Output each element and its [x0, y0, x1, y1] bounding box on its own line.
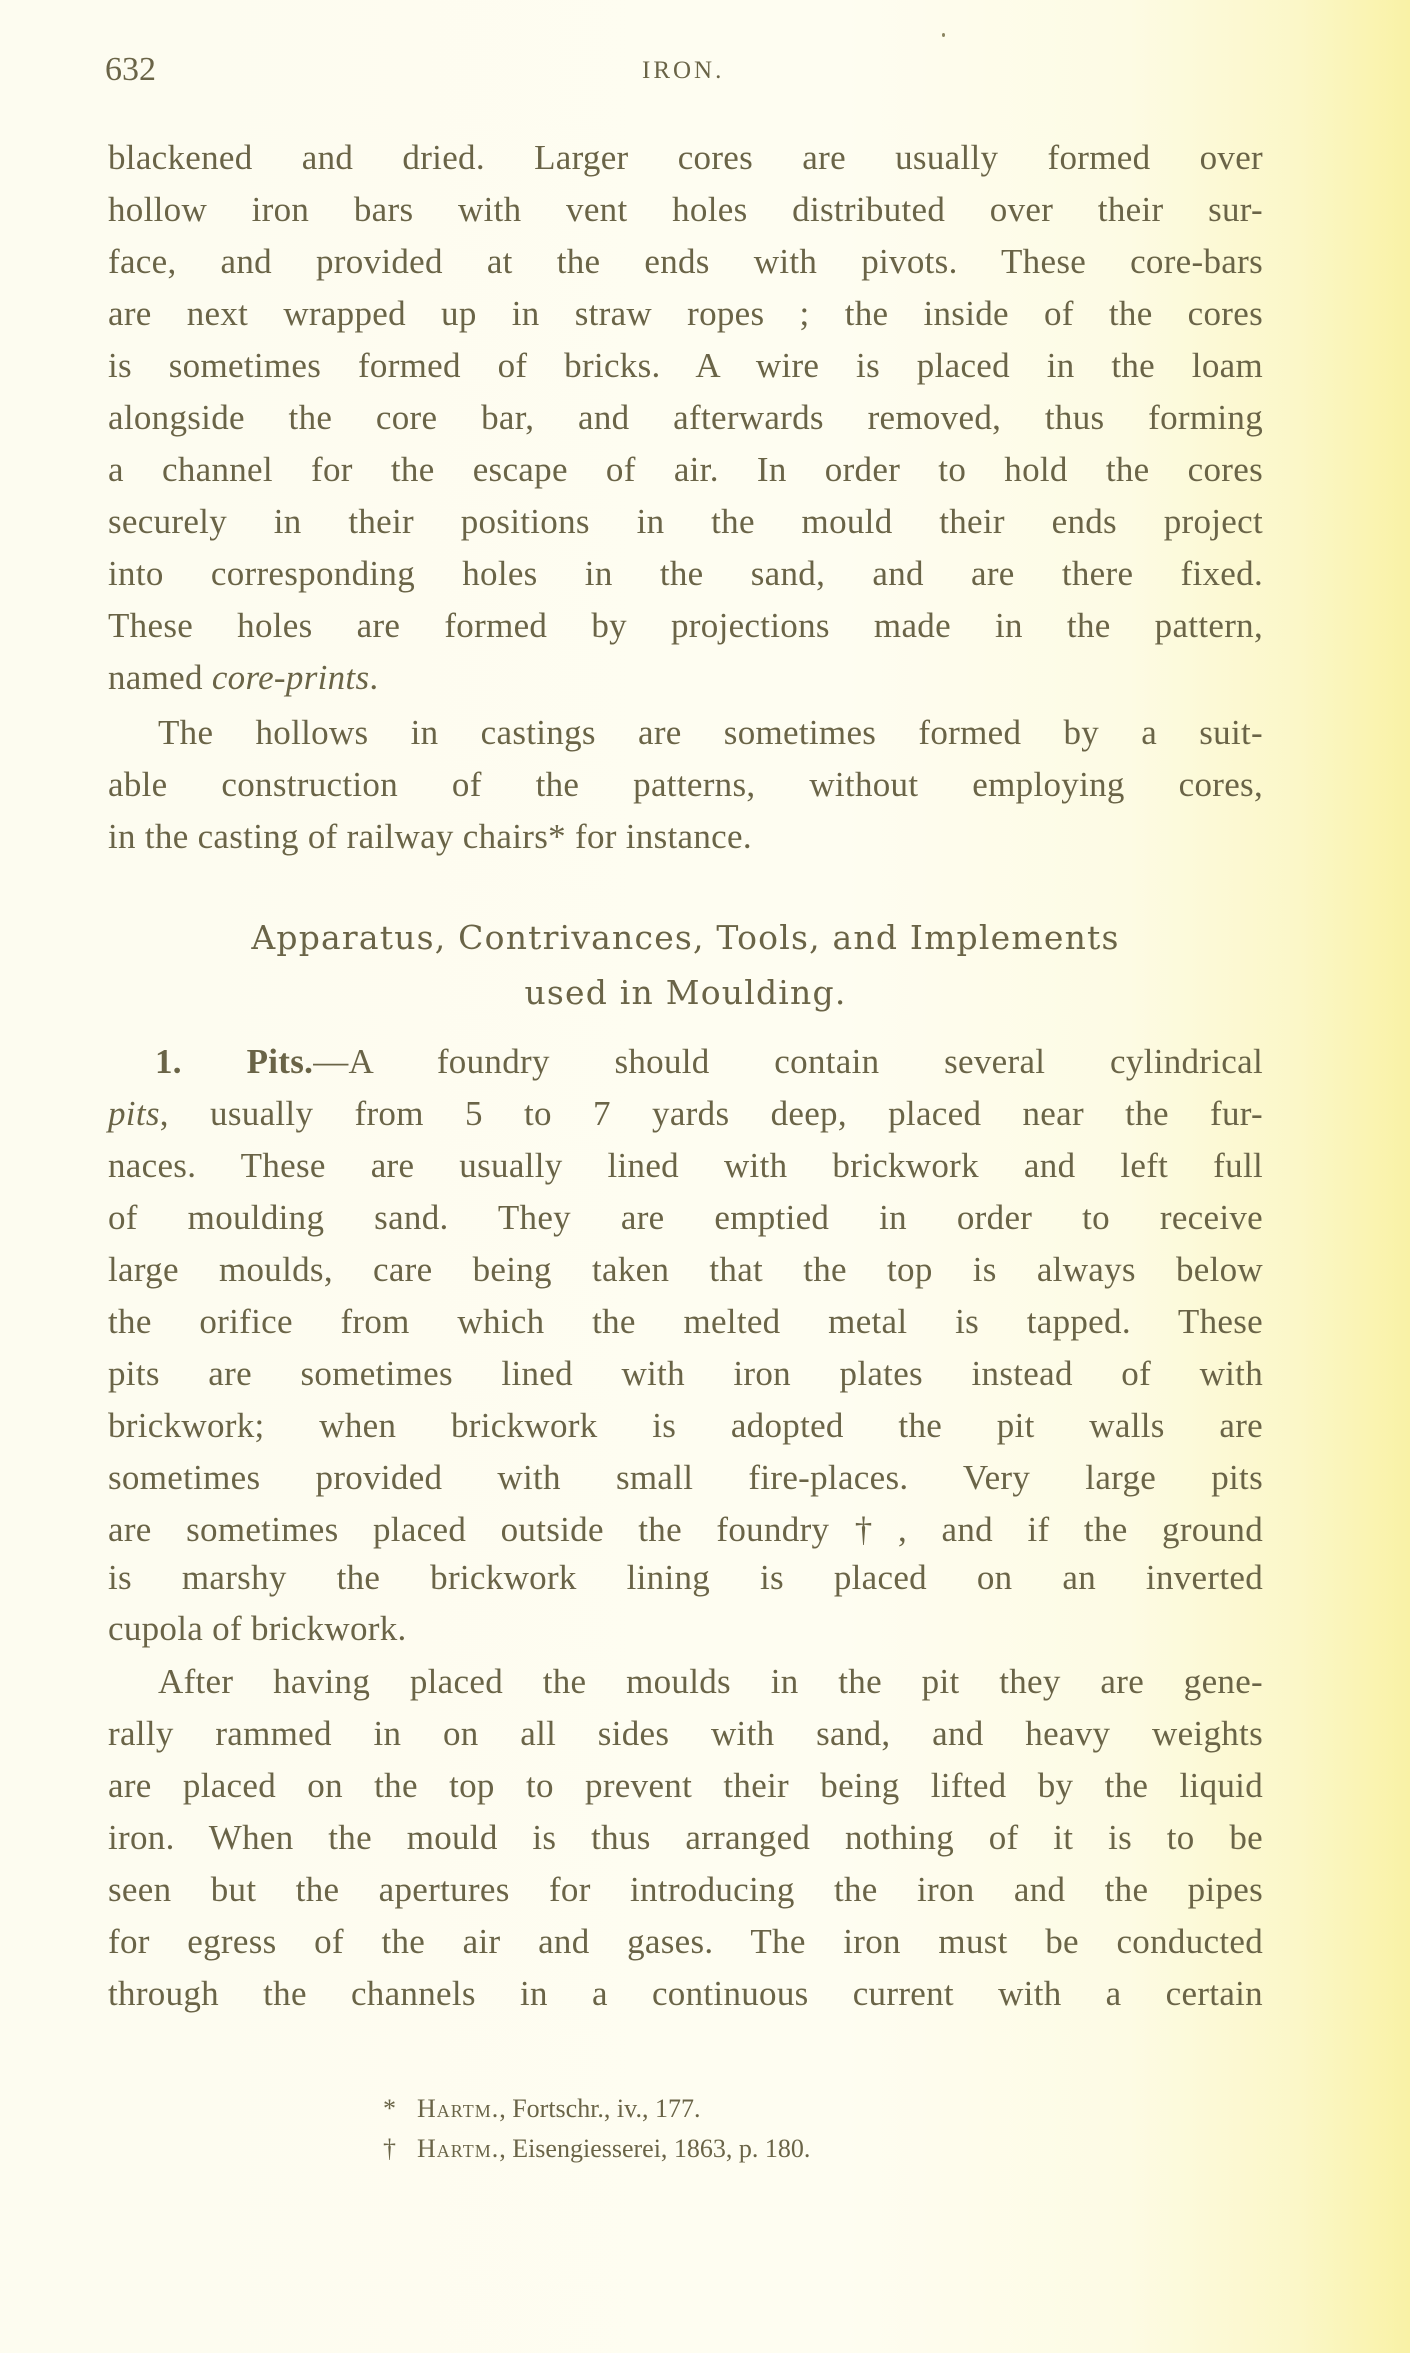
text-line: the orifice from which the melted metal is tapped. These: [108, 1302, 1263, 1341]
text-line: in the casting of railway chairs* for instance.: [108, 817, 752, 856]
text-line: hollow iron bars with vent holes distributed over their sur-: [108, 190, 1263, 229]
text-line: securely in their positions in the mould their ends project: [108, 502, 1263, 541]
footnote-text: , Eisengiesserei, 1863, p. 180.: [499, 2134, 811, 2163]
footnote-1: [383, 2093, 700, 2125]
running-title: IRON.: [642, 57, 725, 84]
footnote-text: , Fortschr., iv., 177.: [499, 2094, 701, 2123]
footnote-author: Hartm.: [417, 2134, 500, 2163]
italic-term-core-prints: core-prints: [211, 658, 370, 697]
text-line: cupola of brickwork.: [108, 1609, 407, 1648]
text-line: After having placed the moulds in the pit they are gene-: [158, 1662, 1263, 1701]
text-run: .: [369, 658, 379, 697]
text-line: face, and provided at the ends with pivots. These core-bars: [108, 242, 1263, 281]
section-heading-line-1: Apparatus, Contrivances, Tools, and Implements: [251, 918, 1120, 957]
text-line: large moulds, care being taken that the top is always below: [108, 1250, 1263, 1289]
text-line: seen but the apertures for introducing the iron and the pipes: [108, 1870, 1263, 1909]
footnote-2: [383, 2133, 810, 2165]
text-run: , usually from 5 to 7 yards deep, placed near the fur-: [159, 1094, 1263, 1133]
text-line: blackened and dried. Larger cores are usually formed over: [108, 138, 1263, 177]
text-line: [108, 1094, 1263, 1134]
text-line: able construction of the patterns, without employing cores,: [108, 765, 1263, 804]
text-line: are placed on the top to prevent their being lifted by the liquid: [108, 1766, 1263, 1805]
text-line: into corresponding holes in the sand, and are there fixed.: [108, 554, 1263, 593]
text-line: rally rammed in on all sides with sand, and heavy weights: [108, 1714, 1263, 1753]
page-number: 632: [105, 51, 156, 88]
text-line: The hollows in castings are sometimes formed by a suit-: [158, 713, 1263, 752]
item-number: 1.: [155, 1042, 182, 1081]
print-speck: [942, 33, 945, 37]
item-title: Pits.: [246, 1042, 314, 1081]
text-line: is sometimes formed of bricks. A wire is placed in the loam: [108, 346, 1263, 385]
text-line: These holes are formed by projections made in the pattern,: [108, 606, 1263, 645]
text-line: through the channels in a continuous current with a certain: [108, 1974, 1263, 2013]
footnote-author: Hartm.: [417, 2094, 500, 2123]
text-line: alongside the core bar, and afterwards removed, thus forming: [108, 398, 1263, 437]
text-run: —A foundry should contain several cylindrical: [313, 1042, 1263, 1081]
text-line: of moulding sand. They are emptied in order to receive: [108, 1198, 1263, 1237]
footnote-dagger-mark: †: [383, 2134, 396, 2163]
text-line: [108, 658, 1263, 698]
text-line: sometimes provided with small fire-places. Very large pits: [108, 1458, 1263, 1497]
text-line: brickwork; when brickwork is adopted the pit walls are: [108, 1406, 1263, 1445]
text-line: are next wrapped up in straw ropes ; the inside of the cores: [108, 294, 1263, 333]
text-line: naces. These are usually lined with brickwork and left full: [108, 1146, 1263, 1185]
text-line: is marshy the brickwork lining is placed on an inverted: [108, 1558, 1263, 1597]
text-line: iron. When the mould is thus arranged nothing of it is to be: [108, 1818, 1263, 1857]
text-line: a channel for the escape of air. In order to hold the cores: [108, 450, 1263, 489]
text-line: pits are sometimes lined with iron plates instead of with: [108, 1354, 1263, 1393]
text-run: named: [108, 658, 212, 697]
section-heading-line-2: used in Moulding.: [524, 973, 847, 1012]
italic-term-pits: pits: [108, 1094, 160, 1133]
footnote-asterisk-mark: *: [383, 2094, 396, 2123]
text-line: [155, 1042, 1263, 1082]
text-line: are sometimes placed outside the foundry†, and if the ground: [108, 1510, 1263, 1549]
text-line: for egress of the air and gases. The iron must be conducted: [108, 1922, 1263, 1961]
